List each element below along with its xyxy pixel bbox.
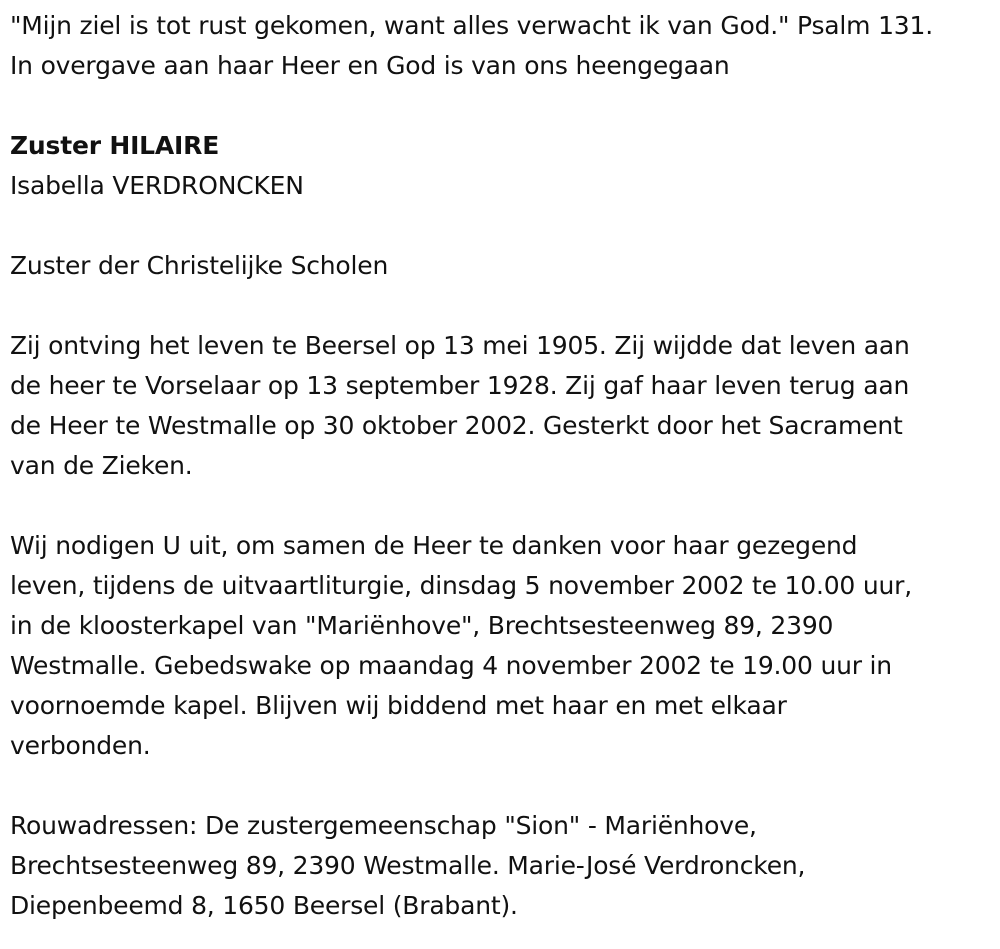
spacer <box>10 286 995 326</box>
address-line: Brechtsesteenweg 89, 2390 Westmalle. Marie-José Verdroncken, <box>10 851 806 880</box>
invitation-line: verbonden. <box>10 731 151 760</box>
invitation-paragraph <box>10 526 995 766</box>
address-line: Rouwadressen: De zustergemeenschap "Sion" - Mariënhove, <box>10 811 757 840</box>
spacer <box>10 86 995 126</box>
spacer <box>10 206 995 246</box>
obituary-notice <box>10 6 995 926</box>
spacer <box>10 766 995 806</box>
intro-paragraph <box>10 6 995 86</box>
life-line: van de Zieken. <box>10 451 193 480</box>
life-line: Zij ontving het leven te Beersel op 13 mei 1905. Zij wijdde dat leven aan <box>10 331 910 360</box>
invitation-line: Wij nodigen U uit, om samen de Heer te danken voor haar gezegend <box>10 531 858 560</box>
congregation-name: Zuster der Christelijke Scholen <box>10 251 389 280</box>
spacer <box>10 486 995 526</box>
address-line: Diepenbeemd 8, 1650 Beersel (Brabant). <box>10 891 518 920</box>
invitation-line: in de kloosterkapel van "Mariënhove", Brechtsesteenweg 89, 2390 <box>10 611 834 640</box>
invitation-line: Westmalle. Gebedswake op maandag 4 november 2002 te 19.00 uur in <box>10 651 892 680</box>
invitation-line: leven, tijdens de uitvaartliturgie, dinsdag 5 november 2002 te 10.00 uur, <box>10 571 912 600</box>
religious-name: Zuster HILAIRE <box>10 131 220 160</box>
civil-name: Isabella VERDRONCKEN <box>10 171 304 200</box>
life-line: de Heer te Westmalle op 30 oktober 2002. Gesterkt door het Sacrament <box>10 411 903 440</box>
life-paragraph <box>10 326 995 486</box>
passing-announcement-line: In overgave aan haar Heer en God is van ons heengegaan <box>10 51 730 80</box>
addresses-paragraph <box>10 806 995 926</box>
invitation-line: voornoemde kapel. Blijven wij biddend met haar en met elkaar <box>10 691 787 720</box>
life-line: de heer te Vorselaar op 13 september 1928. Zij gaf haar leven terug aan <box>10 371 910 400</box>
psalm-quote-line: "Mijn ziel is tot rust gekomen, want alles verwacht ik van God." Psalm 131. <box>10 11 933 40</box>
